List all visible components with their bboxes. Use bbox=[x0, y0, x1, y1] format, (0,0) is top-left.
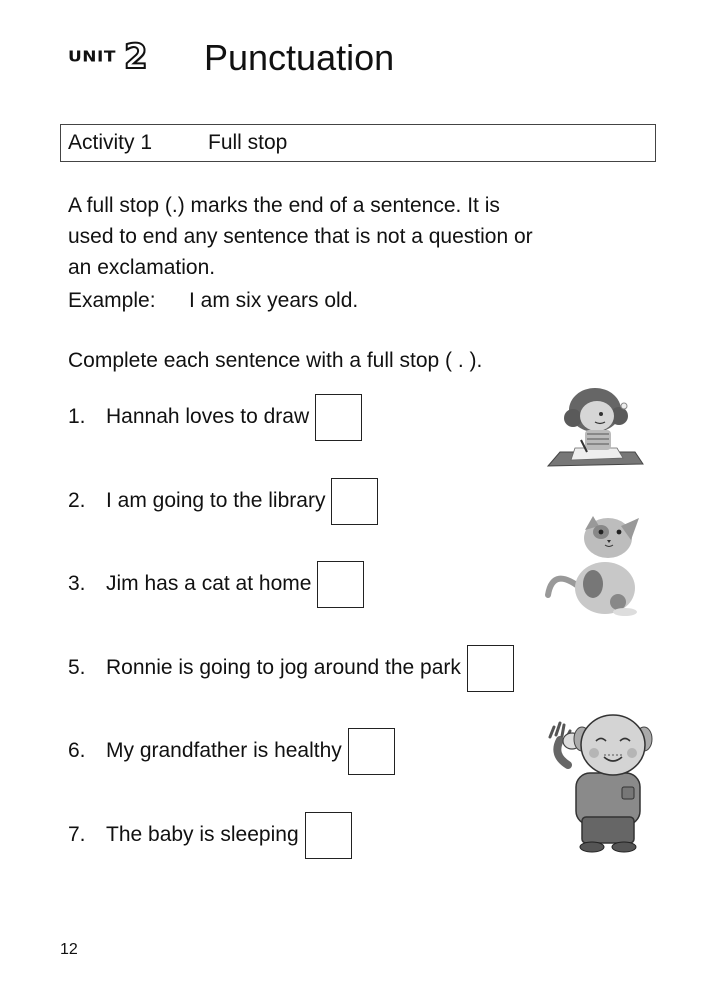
question-text: My grandfather is healthy bbox=[106, 739, 342, 762]
question-text: Jim has a cat at home bbox=[106, 572, 312, 595]
question-row bbox=[68, 644, 514, 692]
question-row bbox=[68, 560, 364, 608]
question-number: 2. bbox=[68, 489, 86, 512]
grandfather-waving-illustration bbox=[540, 705, 655, 855]
question-text: The baby is sleeping bbox=[106, 823, 299, 846]
question-text: I am going to the library bbox=[106, 489, 326, 512]
answer-box[interactable] bbox=[467, 645, 514, 692]
unit-number: 2 bbox=[123, 37, 148, 77]
page-title: Punctuation bbox=[204, 37, 395, 78]
question-row bbox=[68, 477, 378, 525]
activity-number: Activity 1 bbox=[68, 131, 153, 154]
unit-badge bbox=[68, 37, 148, 77]
question-row bbox=[68, 727, 395, 775]
answer-box[interactable] bbox=[315, 394, 362, 441]
cat-illustration bbox=[543, 510, 645, 618]
question-text: Ronnie is going to jog around the park bbox=[106, 656, 461, 679]
instruction: Complete each sentence with a full stop ( . ). bbox=[68, 349, 483, 372]
question-text: Hannah loves to draw bbox=[106, 405, 310, 428]
example-line bbox=[68, 289, 359, 313]
girl-drawing-illustration bbox=[545, 382, 645, 470]
question-number: 6. bbox=[68, 739, 86, 762]
question-row bbox=[68, 811, 352, 859]
example-text: I am six years old. bbox=[189, 289, 359, 312]
answer-box[interactable] bbox=[317, 561, 364, 608]
question-number: 3. bbox=[68, 572, 86, 595]
activity-header bbox=[60, 124, 656, 162]
answer-box[interactable] bbox=[331, 478, 378, 525]
question-number: 1. bbox=[68, 405, 86, 428]
answer-box[interactable] bbox=[348, 728, 395, 775]
question-number: 7. bbox=[68, 823, 86, 846]
unit-label: UNIT bbox=[68, 48, 116, 66]
example-label: Example: bbox=[68, 289, 156, 312]
page-number: 12 bbox=[60, 941, 78, 958]
answer-box[interactable] bbox=[305, 812, 352, 859]
question-number: 5. bbox=[68, 656, 86, 679]
intro-paragraph: A full stop (.) marks the end of a sentence. It is used to end any sentence that is not a question or an exclamation. bbox=[68, 194, 533, 279]
question-row bbox=[68, 393, 362, 441]
activity-name: Full stop bbox=[208, 131, 288, 154]
